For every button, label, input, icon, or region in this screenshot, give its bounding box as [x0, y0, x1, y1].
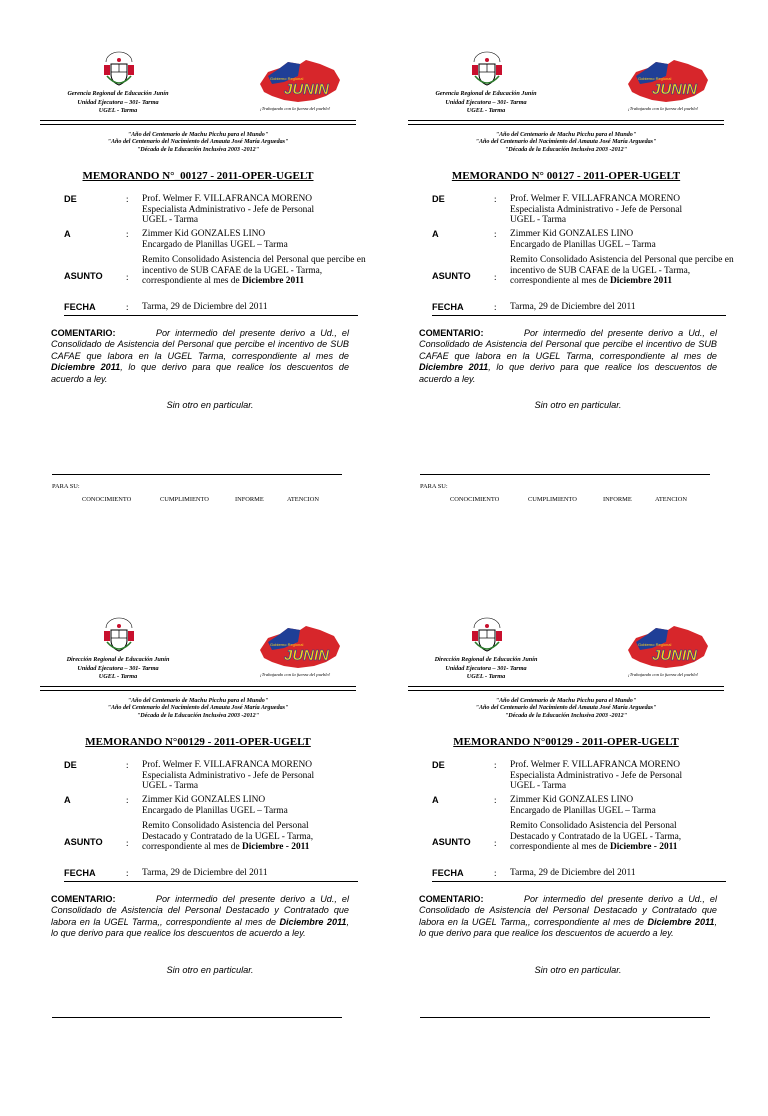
organization-name: Gerencia Regional de Educación Junín Unidad Ejecutora – 301- Tarma UGEL - Tarma	[435, 90, 537, 114]
commemorative-years: "Año del Centenario de Machu Picchu para el Mundo" "Año del Centenario del Nacimiento del Amauta José María Arguedas" "Década de la Educación Inclusiva 2003 -2012"	[475, 132, 657, 153]
svg-text:JUNIN: JUNIN	[652, 647, 698, 664]
signature-line	[420, 474, 710, 475]
svg-text:JUNIN: JUNIN	[284, 647, 330, 664]
memo-title: MEMORANDO N°00129 - 2011-OPER-UGELT	[453, 736, 679, 748]
memo-title: MEMORANDO N°00129 - 2011-OPER-UGELT	[85, 736, 311, 748]
junin-region-logo	[254, 54, 346, 114]
junin-region-logo	[254, 620, 346, 680]
svg-text:Gobierno Regional: Gobierno Regional	[638, 76, 672, 81]
peru-coat-of-arms-icon	[470, 50, 504, 90]
option-atencion: ATENCION	[287, 496, 319, 503]
option-conocimiento: CONOCIMIENTO	[82, 496, 132, 503]
svg-text:¡Trabajando con la fuerza del: ¡Trabajando con la fuerza del pueblo!	[628, 672, 699, 677]
peru-coat-of-arms-icon	[102, 616, 136, 656]
para-su-label: PARA SU:	[52, 483, 80, 490]
svg-text:Gobierno Regional: Gobierno Regional	[270, 642, 304, 647]
organization-name: Dirección Regional de Educación Junín Unidad Ejecutora – 301- Tarma UGEL - Tarma	[66, 656, 170, 680]
memo-top-right: Gerencia Regional de Educación Junín Unidad Ejecutora – 301- Tarma UGEL - Tarma JUNIN Gobierno Regional ¡Trabajando con la fuerza del pueblo! "Año del Centenario de Machu Picchu para el Mundo" "Año del Centenario del Nacimiento del Amauta José María Arguedas" "Década de la Educación Inclusiva 2003 -2012" MEMORANDO N° 00127 - 2011-OPER-UGELT DE : Prof. Welmer F. VILLAFRANCA MORENO Especialista Administrativo - Jefe de Personal UGEL - Tarma A : Zimmer Kid GONZALES LINO Encargado de Planillas UGEL – Tarma ASUNTO : Remito Consolidado Asistencia del Personal que percibe en incentivo de SUB CAFAE de la UGEL - Tarma, correspondiente al mes de Diciembre 2011 FECHA : Tarma, 29 de Diciembre del 2011 COMENTARIO: Por intermedio del presente derivo a Ud., el Consolidado de Asistencia del Personal que percibe el incentivo de SUB CAFAE que labora en la UGEL Tarma, correspondiente al mes de Diciembre 2011, lo que derivo para que realice los descuentos de acuerdo a ley. Sin otro en particular. PARA SU: CONOCIMIENTO CUMPLIMIENTO INFORME ATENCION	[416, 40, 756, 550]
signature-line	[52, 474, 342, 475]
peru-coat-of-arms-icon	[102, 50, 136, 90]
memo-top-left: Gerencia Regional de Educación Junín Unidad Ejecutora – 301- Tarma UGEL - Tarma JUNIN Gobierno Regional ¡Trabajando con la fuerza del pueblo! "Año del Centenario de Machu Picchu para el Mundo" "Año del Centenario del Nacimiento del Amauta José María Arguedas" "Década de la Educación Inclusiva 2003 -2012" MEMORANDO N°_00127 - 2011-OPER-UGELT DE : Prof. Welmer F. VILLAFRANCA MORENO Especialista Administrativo - Jefe de Personal UGEL - Tarma A : Zimmer Kid GONZALES LINO Encargado de Planillas UGEL – Tarma ASUNTO : Remito Consolidado Asistencia del Personal que percibe en incentivo de SUB CAFAE de la UGEL - Tarma, correspondiente al mes de Diciembre 2011 FECHA : Tarma, 29 de Diciembre del 2011 COMENTARIO: Por intermedio del presente derivo a Ud., el Consolidado de Asistencia del Personal que percibe el incentivo de SUB CAFAE que labora en la UGEL Tarma, correspondiente al mes de Diciembre 2011, lo que derivo para que realice los descuentos de acuerdo a ley. Sin otro en particular. PARA SU: CONOCIMIENTO CUMPLIMIENTO INFORME ATENCION	[48, 40, 388, 550]
divider	[64, 315, 358, 316]
para-su-label: PARA SU:	[420, 483, 448, 490]
closing-line: Sin otro en particular.	[166, 965, 254, 975]
memo-bottom-right: Dirección Regional de Educación Junín Unidad Ejecutora – 301- Tarma UGEL - Tarma JUNIN Gobierno Regional ¡Trabajando con la fuerza del pueblo! "Año del Centenario de Machu Picchu para el Mundo" "Año del Centenario del Nacimiento del Amauta José María Arguedas" "Década de la Educación Inclusiva 2003 -2012" MEMORANDO N°00129 - 2011-OPER-UGELT DE : Prof. Welmer F. VILLAFRANCA MORENO Especialista Administrativo - Jefe de Personal UGEL - Tarma A : Zimmer Kid GONZALES LINO Encargado de Planillas UGEL – Tarma ASUNTO : Remito Consolidado Asistencia del Personal Destacado y Contratado de la UGEL - Tarma, correspondiente al mes de Diciembre - 2011 FECHA : Tarma, 29 de Diciembre del 2011 COMENTARIO: Por intermedio del presente derivo a Ud., el Consolidado de Asistencia del Personal Destacado y Contratado que labora en la UGEL Tarma,, correspondiente al mes de Diciembre 2011, lo que derivo para que realice los descuentos de acuerdo a ley. Sin otro en particular.	[416, 606, 756, 1116]
memo-header	[48, 606, 348, 690]
organization-name: Dirección Regional de Educación Junín Unidad Ejecutora – 301- Tarma UGEL - Tarma	[434, 656, 538, 680]
organization-name: Gerencia Regional de Educación Junín Unidad Ejecutora – 301- Tarma UGEL - Tarma	[67, 90, 169, 114]
option-cumplimiento: CUMPLIMIENTO	[160, 496, 209, 503]
option-informe: INFORME	[603, 496, 632, 503]
memo-header	[416, 40, 716, 124]
comment-paragraph: COMENTARIO: Por intermedio del presente derivo a Ud., el Consolidado de Asistencia del Personal que percibe el incentivo de SUB CAFAE que labora en la UGEL Tarma, correspondiente al mes de Diciembre 2011, lo que derivo para que realice los descuentos de acuerdo a ley.	[419, 328, 717, 384]
closing-line: Sin otro en particular.	[166, 400, 254, 410]
memo-bottom-left: Dirección Regional de Educación Junín Unidad Ejecutora – 301- Tarma UGEL - Tarma JUNIN Gobierno Regional ¡Trabajando con la fuerza del pueblo! "Año del Centenario de Machu Picchu para el Mundo" "Año del Centenario del Nacimiento del Amauta José María Arguedas" "Década de la Educación Inclusiva 2003 -2012" MEMORANDO N°00129 - 2011-OPER-UGELT DE : Prof. Welmer F. VILLAFRANCA MORENO Especialista Administrativo - Jefe de Personal UGEL - Tarma A : Zimmer Kid GONZALES LINO Encargado de Planillas UGEL – Tarma ASUNTO : Remito Consolidado Asistencia del Personal Destacado y Contratado de la UGEL - Tarma, correspondiente al mes de Diciembre - 2011 FECHA : Tarma, 29 de Diciembre del 2011 COMENTARIO: Por intermedio del presente derivo a Ud., el Consolidado de Asistencia del Personal Destacado y Contratado que labora en la UGEL Tarma,, correspondiente al mes de Diciembre 2011, lo que derivo para que realice los descuentos de acuerdo a ley. Sin otro en particular.	[48, 606, 388, 1116]
divider	[64, 881, 358, 882]
commemorative-years: "Año del Centenario de Machu Picchu para el Mundo" "Año del Centenario del Nacimiento del Amauta José María Arguedas" "Década de la Educación Inclusiva 2003 -2012"	[475, 698, 657, 719]
divider	[432, 315, 726, 316]
svg-text:¡Trabajando con la fuerza del: ¡Trabajando con la fuerza del pueblo!	[260, 106, 331, 111]
option-informe: INFORME	[235, 496, 264, 503]
signature-line	[420, 1017, 710, 1018]
memo-header	[416, 606, 716, 690]
commemorative-years: "Año del Centenario de Machu Picchu para el Mundo" "Año del Centenario del Nacimiento del Amauta José María Arguedas" "Década de la Educación Inclusiva 2003 -2012"	[107, 132, 289, 153]
svg-text:¡Trabajando con la fuerza del: ¡Trabajando con la fuerza del pueblo!	[628, 106, 699, 111]
comment-paragraph: COMENTARIO: Por intermedio del presente derivo a Ud., el Consolidado de Asistencia del Personal Destacado y Contratado que labora en la UGEL Tarma,, correspondiente al mes de Diciembre 2011, lo que derivo para que realice los descuentos de acuerdo a ley.	[419, 894, 717, 939]
svg-text:JUNIN: JUNIN	[284, 81, 330, 98]
comment-paragraph: COMENTARIO: Por intermedio del presente derivo a Ud., el Consolidado de Asistencia del Personal que percibe el incentivo de SUB CAFAE que labora en la UGEL Tarma, correspondiente al mes de Diciembre 2011, lo que derivo para que realice los descuentos de acuerdo a ley.	[51, 328, 349, 384]
junin-region-logo	[622, 620, 714, 680]
option-atencion: ATENCION	[655, 496, 687, 503]
divider	[432, 881, 726, 882]
svg-text:JUNIN: JUNIN	[652, 81, 698, 98]
comment-paragraph: COMENTARIO: Por intermedio del presente derivo a Ud., el Consolidado de Asistencia del Personal Destacado y Contratado que labora en la UGEL Tarma,, correspondiente al mes de Diciembre 2011, lo que derivo para que realice los descuentos de acuerdo a ley.	[51, 894, 349, 939]
svg-text:Gobierno Regional: Gobierno Regional	[638, 642, 672, 647]
signature-line	[52, 1017, 342, 1018]
option-conocimiento: CONOCIMIENTO	[450, 496, 500, 503]
closing-line: Sin otro en particular.	[534, 965, 622, 975]
closing-line: Sin otro en particular.	[534, 400, 622, 410]
peru-coat-of-arms-icon	[470, 616, 504, 656]
memo-title: MEMORANDO N° 00127 - 2011-OPER-UGELT	[451, 170, 681, 182]
junin-region-logo	[622, 54, 714, 114]
option-cumplimiento: CUMPLIMIENTO	[528, 496, 577, 503]
commemorative-years: "Año del Centenario de Machu Picchu para el Mundo" "Año del Centenario del Nacimiento del Amauta José María Arguedas" "Década de la Educación Inclusiva 2003 -2012"	[107, 698, 289, 719]
svg-text:¡Trabajando con la fuerza del: ¡Trabajando con la fuerza del pueblo!	[260, 672, 331, 677]
memo-header	[48, 40, 348, 124]
svg-text:Gobierno Regional: Gobierno Regional	[270, 76, 304, 81]
memo-title: MEMORANDO N°_00127 - 2011-OPER-UGELT	[82, 170, 314, 182]
